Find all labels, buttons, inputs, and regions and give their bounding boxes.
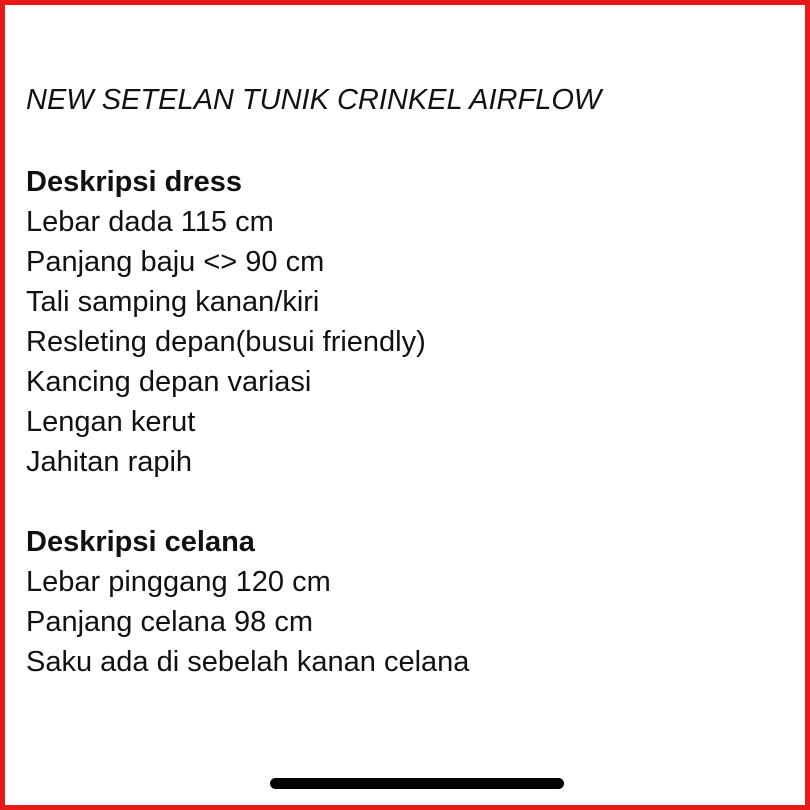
celana-line: Lebar pinggang 120 cm xyxy=(26,566,331,598)
dress-section xyxy=(26,162,786,482)
product-description xyxy=(26,82,786,722)
celana-line: Saku ada di sebelah kanan celana xyxy=(26,646,470,678)
celana-line: Panjang celana 98 cm xyxy=(26,606,313,638)
dress-line: Tali samping kanan/kiri xyxy=(26,286,320,318)
celana-section xyxy=(26,522,786,682)
dress-heading: Deskripsi dress xyxy=(26,166,243,198)
dress-line: Jahitan rapih xyxy=(26,446,193,478)
dress-line: Lengan kerut xyxy=(26,406,196,438)
dress-line: Resleting depan(busui friendly) xyxy=(26,326,426,358)
dress-line: Lebar dada 115 cm xyxy=(26,206,274,238)
product-title: NEW SETELAN TUNIK CRINKEL AIRFLOW xyxy=(26,84,602,116)
dress-line: Panjang baju <> 90 cm xyxy=(26,246,325,278)
celana-heading: Deskripsi celana xyxy=(26,526,255,558)
dress-line: Kancing depan variasi xyxy=(26,366,312,398)
home-indicator-bar[interactable] xyxy=(270,778,564,789)
